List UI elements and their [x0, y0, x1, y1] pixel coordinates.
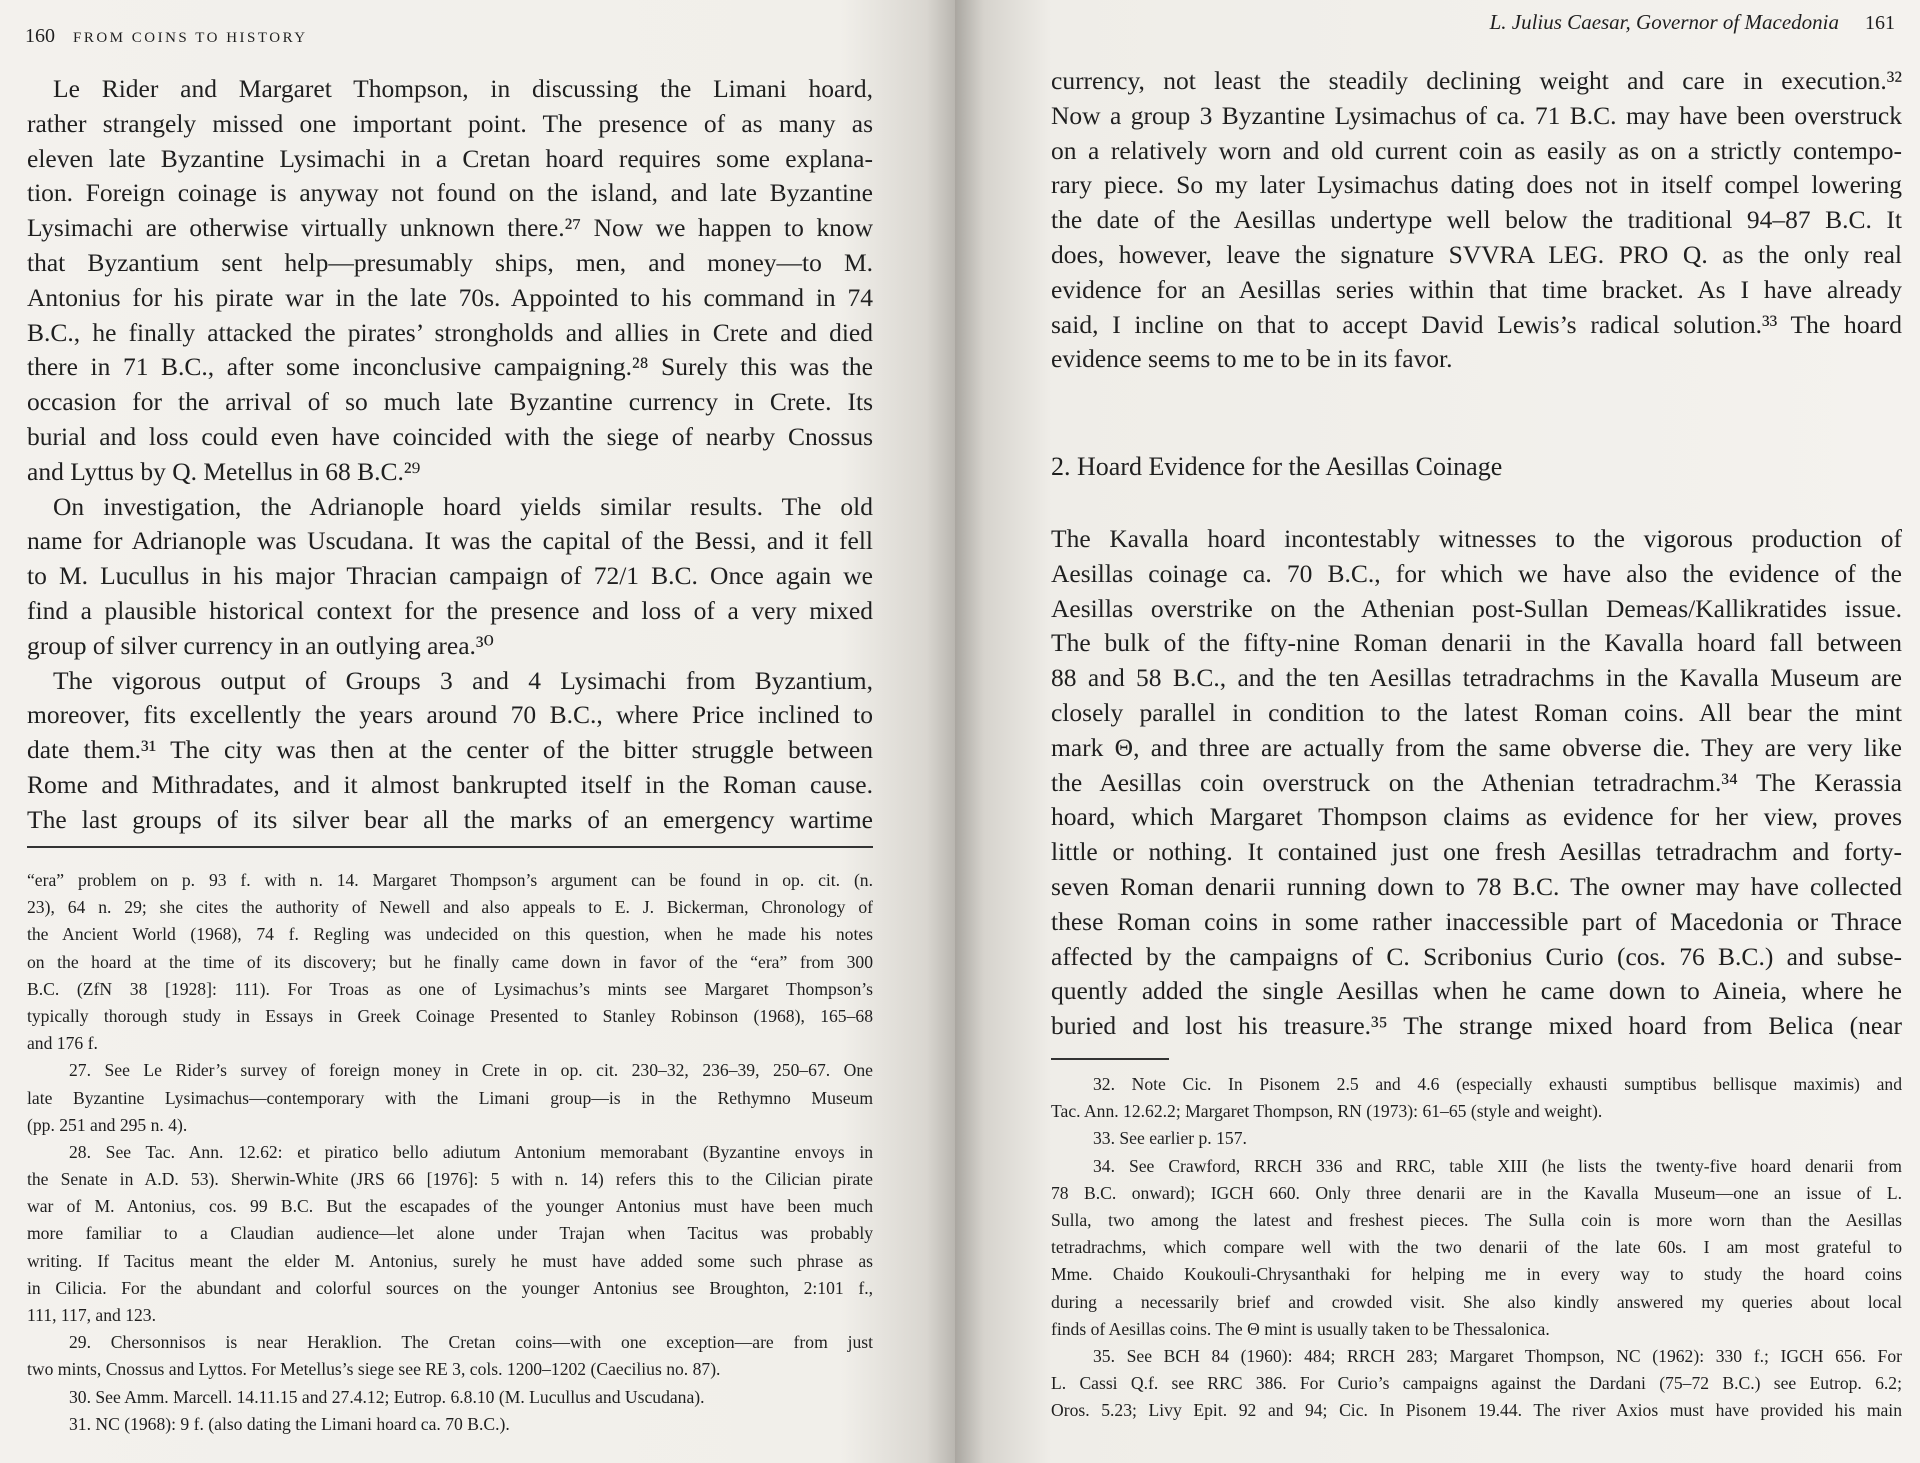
text-line: The last groups of its silver bear all the marks of an emergency wartime	[27, 804, 873, 834]
right-footnotes	[1051, 1071, 1902, 1424]
footnote	[27, 867, 873, 1057]
footnote-line: 78 B.C. onward); IGCH 660. Only three denarii are in the Kavalla Museum—one an issue of L.	[1051, 1182, 1902, 1203]
text-line: burial and loss could even have coincided with the siege of nearby Cnossus	[27, 421, 873, 451]
footnote-line: “era” problem on p. 93 f. with n. 14. Margaret Thompson’s argument can be found in op. cit. (n.	[27, 870, 873, 890]
paragraph	[1051, 522, 1902, 1044]
paragraph	[27, 664, 873, 838]
section-heading: 2. Hoard Evidence for the Aesillas Coinage	[1051, 452, 1503, 481]
text-line: eleven late Byzantine Lysimachi in a Cretan hoard requires some explana-	[27, 143, 873, 173]
text-line: tion. Foreign coinage is anyway not found on the island, and late Byzantine	[27, 178, 873, 208]
text-line: that Byzantium sent help—presumably ships, men, and money—to M.	[27, 247, 873, 277]
footnote-line: Oros. 5.23; Livy Epit. 92 and 94; Cic. In Pisonem 19.44. The river Axios must have provided his main	[1051, 1400, 1902, 1421]
text-line: rather strangely missed one important point. The presence of as many as	[27, 108, 873, 138]
footnote-line: war of M. Antonius, cos. 99 B.C. But the escapades of the younger Antonius must have been much	[27, 1196, 873, 1217]
footnote	[27, 1411, 873, 1438]
footnote	[27, 1329, 873, 1383]
left-running-header	[25, 25, 308, 48]
text-line: there in 71 B.C., after some inconclusive campaigning.²⁸ Surely this was the	[27, 352, 873, 382]
text-line: seven Roman denarii running down to 78 B.C. The owner may have collected	[1051, 871, 1902, 901]
footnote-line: 27. See Le Rider’s survey of foreign money in Crete in op. cit. 230–32, 236–39, 250–67. One	[69, 1060, 873, 1081]
page-number: 160	[25, 25, 55, 47]
footnote-line: 35. See BCH 84 (1960): 484; RRCH 283; Margaret Thompson, NC (1962): 330 f.; IGCH 656. For	[1093, 1345, 1902, 1366]
footnote	[1051, 1071, 1902, 1125]
left-body-text	[27, 72, 873, 838]
text-line: buried and lost his treasure.³⁵ The strange mixed hoard from Belica (near	[1051, 1011, 1902, 1041]
text-line: group of silver currency in an outlying area.³⁰	[27, 630, 494, 660]
footnote-line: 31. NC (1968): 9 f. (also dating the Limani hoard ca. 70 B.C.).	[69, 1413, 510, 1434]
text-line: to M. Lucullus in his major Thracian campaign of 72/1 B.C. Once again we	[27, 561, 873, 591]
left-page	[0, 0, 955, 1463]
paragraph	[1051, 64, 1902, 377]
text-line: name for Adrianople was Uscudana. It was the capital of the Bessi, and it fell	[27, 526, 873, 556]
text-line: these Roman coins in some rather inaccessible part of Macedonia or Thrace	[1051, 906, 1902, 936]
paragraph	[27, 72, 873, 490]
footnote-line: typically thorough study in Essays in Greek Coinage Presented to Stanley Robinson (1968), 165–68	[27, 1005, 873, 1026]
text-line: On investigation, the Adrianople hoard yields similar results. The old	[53, 491, 873, 521]
text-line: 88 and 58 B.C., and the ten Aesillas tetradrachms in the Kavalla Museum are	[1051, 663, 1902, 693]
footnote-rule	[27, 846, 873, 848]
footnote-line: 28. See Tac. Ann. 12.62: et piratico bello adiutum Antonium memorabant (Byzantine envoys in	[69, 1141, 873, 1162]
footnote-line: in Cilicia. For the abundant and colorful sources on the younger Antonius see Broughton, 2:101 f.,	[27, 1277, 873, 1298]
footnote	[1051, 1153, 1902, 1343]
footnote-line: late Byzantine Lysimachus—contemporary with the Limani group—is in the Rethymno Museum	[27, 1087, 873, 1108]
footnote	[1051, 1125, 1902, 1152]
footnote-line: 33. See earlier p. 157.	[1093, 1128, 1247, 1149]
footnote-line: Sulla, two among the latest and freshest pieces. The Sulla coin is more worn than the Aesillas	[1051, 1209, 1902, 1230]
text-line: hoard, which Margaret Thompson claims as evidence for her view, proves	[1051, 802, 1902, 832]
footnote-line: tetradrachms, which compare well with the two denarii of the late 60s. I am most grateful to	[1051, 1237, 1902, 1258]
footnote-line: the Ancient World (1968), 74 f. Regling was undecided on this question, when he made his notes	[27, 924, 873, 945]
footnote-line: 30. See Amm. Marcell. 14.11.15 and 27.4.12; Eutrop. 6.8.10 (M. Lucullus and Uscudana).	[69, 1386, 705, 1407]
text-line: and Lyttus by Q. Metellus in 68 B.C.²⁹	[27, 456, 421, 486]
text-line: Now a group 3 Byzantine Lysimachus of ca. 71 B.C. may have been overstruck	[1051, 100, 1902, 130]
footnote-line: 23), 64 n. 29; she cites the authority of Newell and also appeals to E. J. Bickerman, Chronology of	[27, 897, 873, 918]
footnote-line: L. Cassi Q.f. see RRC 386. For Curio’s campaigns against the Dardani (75–72 B.C.) see Eutrop. 6.2;	[1051, 1373, 1902, 1394]
page-number: 161	[1865, 12, 1895, 34]
text-line: Le Rider and Margaret Thompson, in discussing the Limani hoard,	[53, 74, 873, 103]
footnote-line: B.C. (ZfN 38 [1928]: 111). For Troas as one of Lysimachus’s mints see Margaret Thompson’s	[27, 978, 873, 999]
footnote-line: the Senate in A.D. 53). Sherwin-White (JRS 66 [1976]: 5 with n. 14) refers this to the Cilician pirate	[27, 1169, 873, 1190]
footnote-line: 32. Note Cic. In Pisonem 2.5 and 4.6 (especially exhausti sumptibus bellisque maximis) and	[1093, 1074, 1902, 1094]
text-line: The Kavalla hoard incontestably witnesses to the vigorous production of	[1051, 524, 1902, 553]
right-page	[955, 0, 1920, 1463]
text-line: find a plausible historical context for the presence and loss of a very mixed	[27, 595, 873, 625]
footnote	[1051, 1343, 1902, 1425]
text-line: does, however, leave the signature SVVRA LEG. PRO Q. as the only real	[1051, 239, 1902, 269]
text-line: Aesillas coinage ca. 70 B.C., for which we have also the evidence of the	[1051, 558, 1902, 588]
text-line: the Aesillas coin overstruck on the Athenian tetradrachm.³⁴ The Kerassia	[1051, 767, 1902, 797]
text-line: little or nothing. It contained just one fresh Aesillas tetradrachm and forty-	[1051, 837, 1902, 867]
right-body-text-top	[1051, 64, 1902, 377]
running-head: L. Julius Caesar, Governor of Macedonia	[1489, 10, 1839, 34]
footnote-line: 34. See Crawford, RRCH 336 and RRC, table XIII (he lists the twenty-five hoard denarii from	[1093, 1155, 1902, 1176]
text-line: The vigorous output of Groups 3 and 4 Lysimachi from Byzantium,	[53, 665, 873, 695]
text-line: the date of the Aesillas undertype well below the traditional 94–87 B.C. It	[1051, 205, 1902, 235]
text-line: evidence for an Aesillas series within that time bracket. As I have already	[1051, 274, 1902, 304]
text-line: Lysimachi are otherwise virtually unknown there.²⁷ Now we happen to know	[27, 213, 873, 243]
footnote	[27, 1139, 873, 1329]
right-running-header	[1490, 10, 1895, 35]
left-footnotes	[27, 867, 873, 1438]
text-line: evidence seems to me to be in its favor.	[1051, 344, 1453, 374]
footnote	[27, 1057, 873, 1139]
text-line: Aesillas overstrike on the Athenian post-Sullan Demeas/Kallikratides issue.	[1051, 593, 1902, 623]
running-head: FROM COINS TO HISTORY	[73, 30, 308, 46]
footnote-line: finds of Aesillas coins. The Θ mint is usually taken to be Thessalonica.	[1051, 1318, 1550, 1339]
footnote-line: (pp. 251 and 295 n. 4).	[27, 1114, 188, 1135]
text-line: currency, not least the steadily declining weight and care in execution.³²	[1051, 66, 1902, 95]
text-line: on a relatively worn and old current coin as easily as on a strictly contempo-	[1051, 135, 1902, 165]
text-line: The bulk of the fifty-nine Roman denarii in the Kavalla hoard fall between	[1051, 628, 1902, 658]
text-line: mark Θ, and three are actually from the same obverse die. They are very like	[1051, 732, 1902, 762]
text-line: affected by the campaigns of C. Scribonius Curio (cos. 76 B.C.) and subse-	[1051, 941, 1902, 971]
footnote-line: during a necessarily brief and crowded visit. She also kindly answered my queries about local	[1051, 1291, 1902, 1312]
text-line: quently added the single Aesillas when he came down to Aineia, where he	[1051, 976, 1902, 1006]
footnote	[27, 1384, 873, 1411]
footnote-line: and 176 f.	[27, 1033, 98, 1054]
text-line: moreover, fits excellently the years around 70 B.C., where Price inclined to	[27, 700, 873, 730]
footnote-line: Tac. Ann. 12.62.2; Margaret Thompson, RN (1973): 61–65 (style and weight).	[1051, 1101, 1603, 1122]
text-line: closely parallel in condition to the latest Roman coins. All bear the mint	[1051, 697, 1902, 727]
footnote-line: Mme. Chaido Koukouli-Chrysanthaki for helping me in every way to study the hoard coins	[1051, 1264, 1902, 1285]
text-line: said, I incline on that to accept David Lewis’s radical solution.³³ The hoard	[1051, 309, 1902, 339]
text-line: occasion for the arrival of so much late Byzantine currency in Crete. Its	[27, 387, 873, 417]
text-line: B.C., he finally attacked the pirates’ strongholds and allies in Crete and died	[27, 317, 873, 347]
footnote-line: on the hoard at the time of its discovery; but he finally came down in favor of the “era” from 300	[27, 951, 873, 972]
footnote-rule	[1051, 1058, 1169, 1060]
footnote-line: more familiar to a Claudian audience—let alone under Trajan when Tacitus was probably	[27, 1223, 873, 1244]
paragraph	[27, 490, 873, 664]
text-line: Rome and Mithradates, and it almost bankrupted itself in the Roman cause.	[27, 769, 873, 799]
footnote-line: 29. Chersonnisos is near Heraklion. The Cretan coins—with one exception—are from just	[69, 1332, 873, 1353]
footnote-line: two mints, Cnossus and Lyttos. For Metellus’s siege see RE 3, cols. 1200–1202 (Caecilius no. 87).	[27, 1359, 721, 1380]
text-line: date them.³¹ The city was then at the center of the bitter struggle between	[27, 735, 873, 765]
right-body-text-bottom	[1051, 522, 1902, 1044]
footnote-line: writing. If Tacitus meant the elder M. Antonius, surely he must have added some such phrase as	[27, 1250, 873, 1271]
footnote-line: 111, 117, and 123.	[27, 1305, 157, 1325]
text-line: rary piece. So my later Lysimachus dating does not in itself compel lowering	[1051, 170, 1902, 200]
text-line: Antonius for his pirate war in the late 70s. Appointed to his command in 74	[27, 282, 873, 312]
